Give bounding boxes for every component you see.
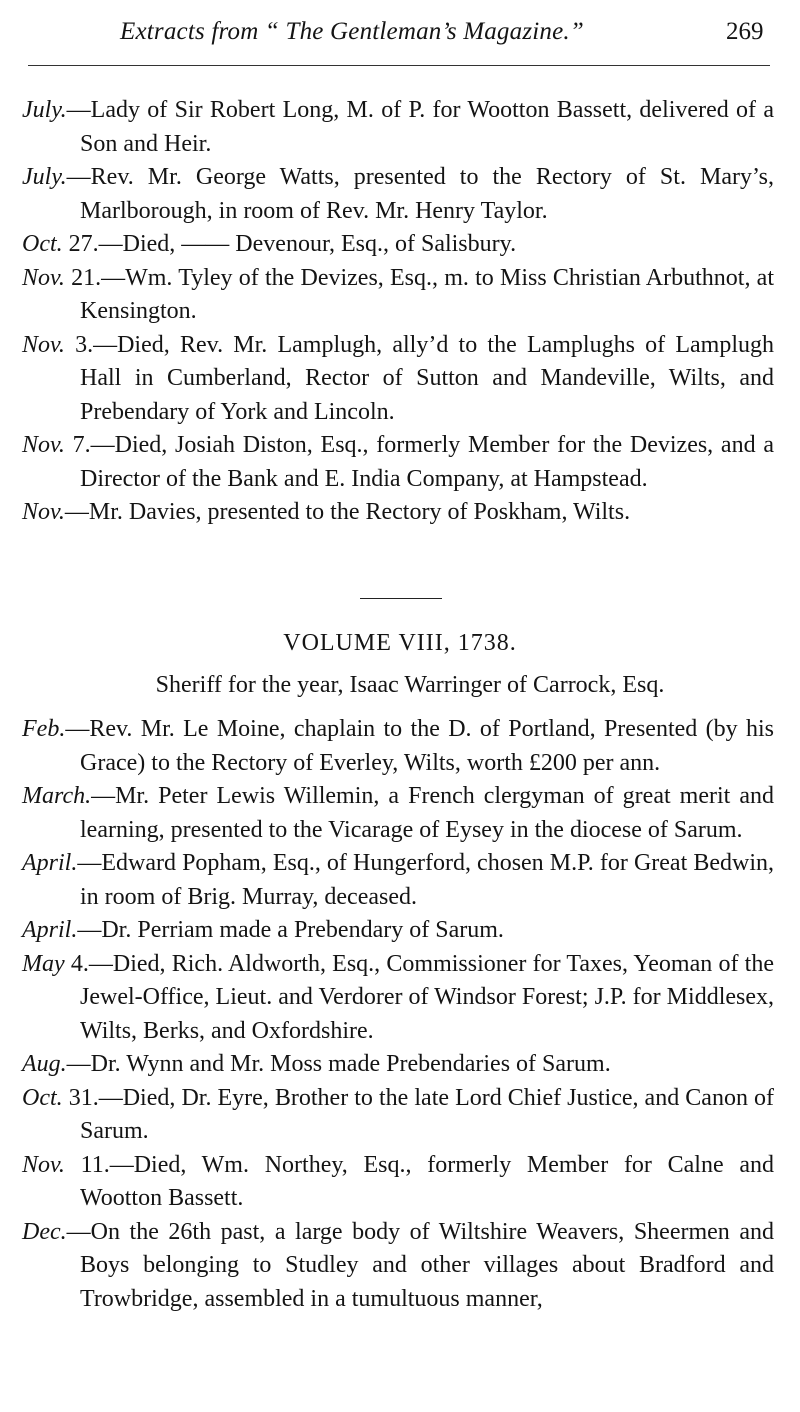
- entry-text: —Edward Popham, Esq., of Hungerford, chosen M.P. for Great Bedwin, in room of Brig. Murray, deceased.: [77, 850, 774, 910]
- entry-text: —Dr. Wynn and Mr. Moss made Prebendaries of Sarum.: [66, 1051, 611, 1077]
- entry-text: —Dr. Perriam made a Prebendary of Sarum.: [77, 917, 504, 943]
- entry: [22, 496, 774, 530]
- entry-date: Nov.: [22, 499, 65, 525]
- entry: [22, 262, 774, 329]
- entry-date: Nov.: [22, 331, 65, 358]
- entry-text: 3.—Died, Rev. Mr. Lamplugh, ally’d to the Lamplughs of Lamplugh Hall in Cumberland, Rector of Sutton and Mandeville, Wilts, and Prebendary of York and Lincoln.: [64, 331, 774, 425]
- entry-date: Oct.: [22, 1084, 63, 1111]
- entry-date: Nov.: [22, 1151, 65, 1178]
- entry-date: July.: [22, 164, 67, 190]
- entry-date: Feb.: [22, 716, 66, 742]
- entry-date: April.: [22, 917, 78, 943]
- entry: [22, 429, 774, 496]
- entry: [22, 228, 774, 262]
- entry-date: Dec.: [22, 1218, 67, 1245]
- entry-date: Nov.: [22, 432, 65, 458]
- entry-text: 7.—Died, Josiah Diston, Esq., formerly Member for the Devizes, and a Director of the Bank and E. India Company, at Hampstead.: [64, 432, 774, 492]
- entry-text: 4.—Died, Rich. Aldworth, Esq., Commissioner for Taxes, Yeoman of the Jewel-Office, Lieut. and Verdorer of Windsor Forest; J.P. for Middlesex, Wilts, Berks, and Oxfordshire.: [64, 950, 774, 1044]
- entry: [22, 914, 774, 948]
- entry-date: Aug.: [22, 1051, 67, 1077]
- section-1738-entries: [22, 713, 774, 1316]
- entry-date: May: [22, 950, 65, 977]
- entry-text: 31.—Died, Dr. Eyre, Brother to the late Lord Chief Justice, and Canon of Sarum.: [62, 1084, 774, 1144]
- entry-text: —Mr. Peter Lewis Willemin, a French clergyman of great merit and learning, presented to the Vicarage of Eysey in the diocese of Sarum.: [80, 783, 774, 843]
- entry-date: March.: [22, 783, 92, 809]
- section-1737-entries: [22, 94, 774, 530]
- entry-text: —Lady of Sir Robert Long, M. of P. for Wootton Bassett, delivered of a Son and Heir.: [66, 97, 774, 157]
- entry-text: —On the 26th past, a large body of Wiltshire Weavers, Sheermen and Boys belonging to Studley and other villages about Bradford and Trowbridge, assembled in a tumultuous manner,: [66, 1218, 774, 1312]
- volume-heading: VOLUME VIII, 1738.: [283, 630, 517, 656]
- entry: [22, 713, 774, 780]
- entry-text: 27.—Died, —— Devenour, Esq., of Salisbury.: [62, 231, 517, 257]
- sheriff-line: Sheriff for the year, Isaac Warringer of Carrock, Esq.: [155, 672, 665, 698]
- entry-date: Nov.: [22, 264, 65, 291]
- entry: [22, 329, 774, 430]
- entry-date: Oct.: [22, 231, 63, 257]
- page-number: 269: [726, 18, 764, 45]
- entry: [22, 847, 774, 914]
- entry-text: —Rev. Mr. George Watts, presented to the Rectory of St. Mary’s, Marlborough, in room of Rev. Mr. Henry Taylor.: [66, 164, 774, 224]
- entry-date: April.: [22, 850, 78, 876]
- entry: [22, 948, 774, 1049]
- entry: [22, 94, 774, 161]
- running-head: [0, 14, 800, 54]
- entry: [22, 1216, 774, 1317]
- entry: [22, 1082, 774, 1149]
- entry-date: July.: [22, 97, 67, 123]
- entry: [22, 1149, 774, 1216]
- section-divider: [360, 598, 442, 599]
- running-title: Extracts from “ The Gentleman’s Magazine.”: [120, 18, 584, 45]
- entry-text: 11.—Died, Wm. Northey, Esq., formerly Member for Calne and Wootton Bassett.: [64, 1151, 774, 1211]
- entry: [22, 1048, 774, 1082]
- entry: [22, 161, 774, 228]
- entry-text: —Rev. Mr. Le Moine, chaplain to the D. of Portland, Presented (by his Grace) to the Rectory of Everley, Wilts, worth £200 per ann.: [65, 716, 774, 776]
- entry-text: 21.—Wm. Tyley of the Devizes, Esq., m. to Miss Christian Arbuthnot, at Kensington.: [64, 264, 774, 324]
- entry: [22, 780, 774, 847]
- header-rule: [28, 65, 770, 66]
- entry-text: —Mr. Davies, presented to the Rectory of Poskham, Wilts.: [64, 499, 631, 525]
